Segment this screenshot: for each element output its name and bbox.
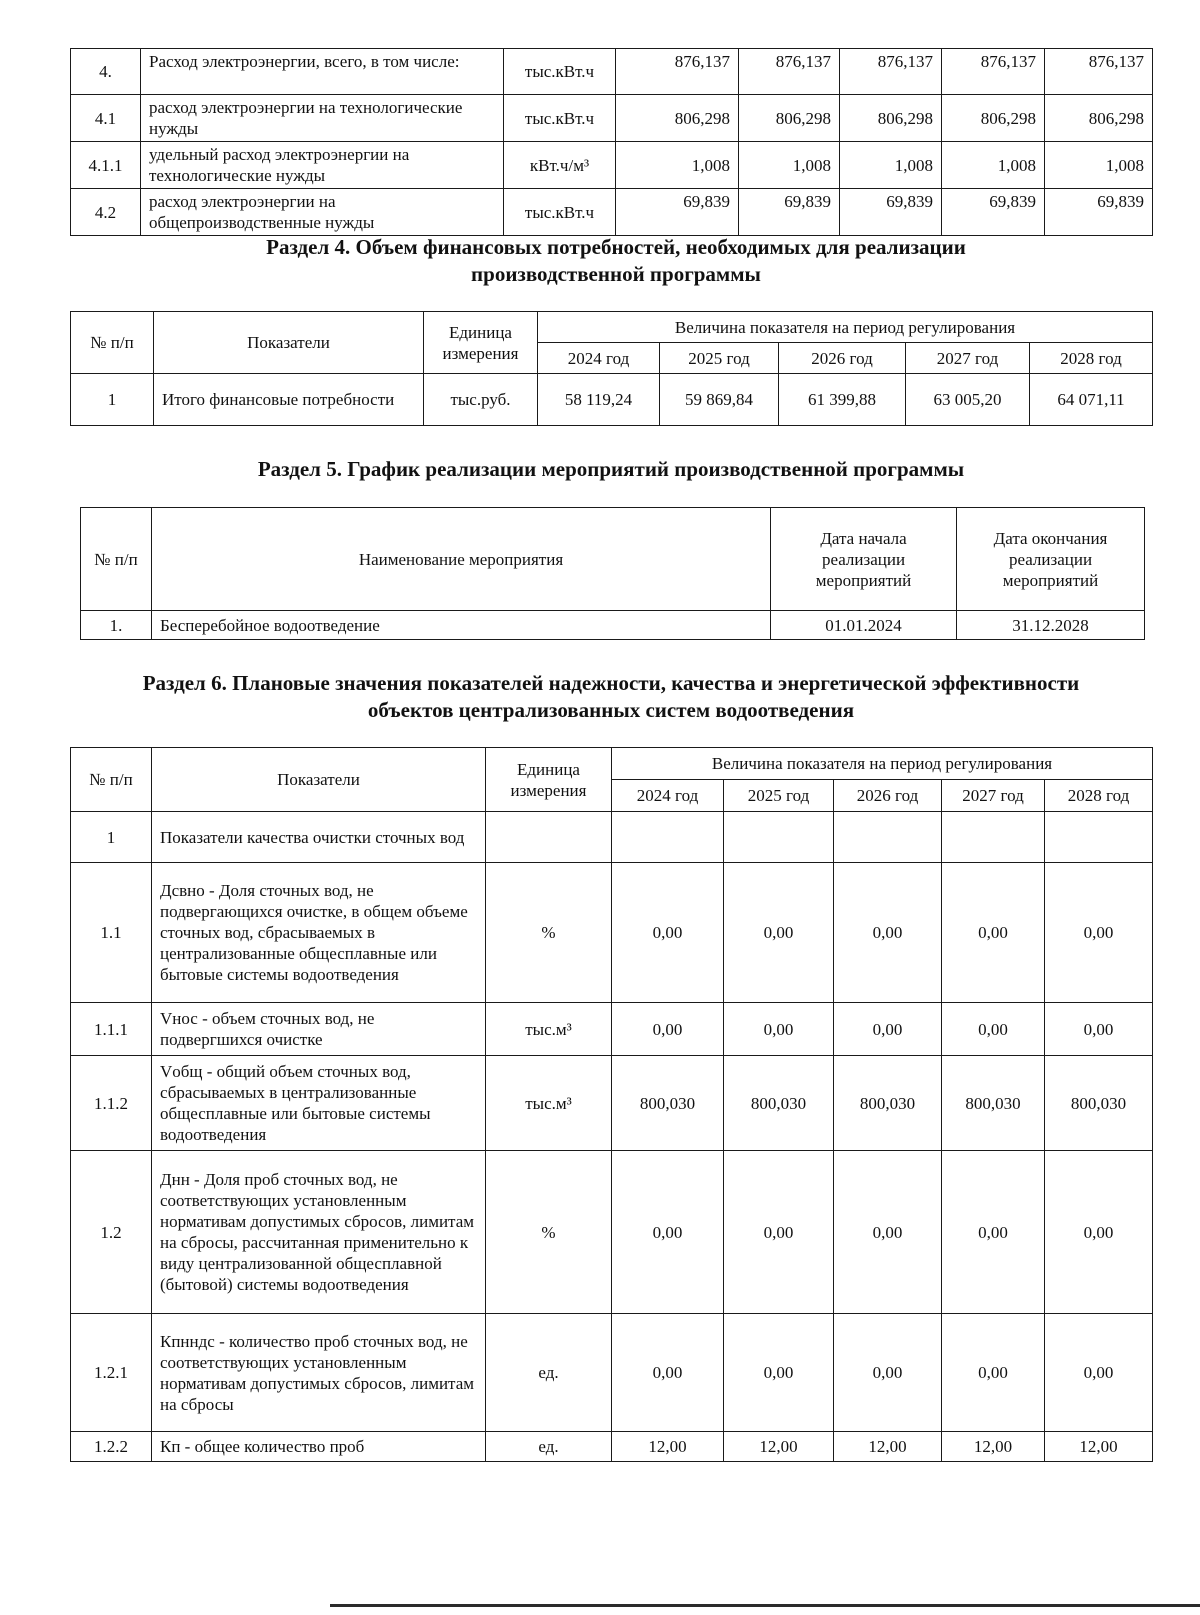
section-6-title: Раздел 6. Плановые значения показателей надежности, качества и энергетической эффективности объектов централизованных систем водоотведения xyxy=(142,671,1080,722)
row-value: 0,00 xyxy=(942,863,1045,1003)
row-value: 876,137 xyxy=(942,49,1045,95)
table-row xyxy=(71,1151,1153,1314)
header-year: 2024 год xyxy=(612,780,724,812)
row-value: 806,298 xyxy=(942,95,1045,142)
row-value: 800,030 xyxy=(1045,1056,1153,1151)
header-number: № п/п xyxy=(71,312,154,374)
row-value: 12,00 xyxy=(942,1432,1045,1462)
table-row xyxy=(71,95,1153,142)
row-unit: кВт.ч/м³ xyxy=(504,142,616,189)
header-period: Величина показателя на период регулирования xyxy=(612,748,1153,780)
header-number: № п/п xyxy=(71,748,152,812)
row-name: удельный расход электроэнергии на технологические нужды xyxy=(141,142,504,189)
row-value: 0,00 xyxy=(834,863,942,1003)
header-start-date: Дата начала реализации мероприятий xyxy=(771,508,957,611)
row-name: Итого финансовые потребности xyxy=(154,374,424,426)
row-value: 69,839 xyxy=(616,189,739,236)
row-value: 58 119,24 xyxy=(538,374,660,426)
row-name: Бесперебойное водоотведение xyxy=(152,611,771,640)
row-value: 800,030 xyxy=(724,1056,834,1151)
header-year: 2027 год xyxy=(942,780,1045,812)
row-name: Кпнндс - количество проб сточных вод, не соответствующих установленным нормативам допустимых сбросов, лимитам на сбросы xyxy=(152,1314,486,1432)
row-value: 69,839 xyxy=(840,189,942,236)
table-row xyxy=(71,1003,1153,1056)
row-value: 0,00 xyxy=(612,1003,724,1056)
header-unit: Единица измерения xyxy=(424,312,538,374)
row-end-date: 31.12.2028 xyxy=(957,611,1145,640)
row-value: 61 399,88 xyxy=(779,374,906,426)
row-value: 0,00 xyxy=(724,863,834,1003)
row-number: 4.2 xyxy=(71,189,141,236)
header-year: 2025 год xyxy=(724,780,834,812)
row-value: 800,030 xyxy=(834,1056,942,1151)
row-value: 876,137 xyxy=(616,49,739,95)
row-value: 59 869,84 xyxy=(660,374,779,426)
row-name: Vобщ - общий объем сточных вод, сбрасываемых в централизованные общесплавные или бытовые системы водоотведения xyxy=(152,1056,486,1151)
row-value: 69,839 xyxy=(1045,189,1153,236)
row-value: 876,137 xyxy=(1045,49,1153,95)
header-indicator: Показатели xyxy=(154,312,424,374)
row-number: 1 xyxy=(71,812,152,863)
row-number: 1.2.1 xyxy=(71,1314,152,1432)
row-number: 1. xyxy=(81,611,152,640)
row-value: 876,137 xyxy=(840,49,942,95)
table-row xyxy=(71,1056,1153,1151)
row-value: 0,00 xyxy=(612,1151,724,1314)
row-number: 1.2 xyxy=(71,1151,152,1314)
header-year: 2024 год xyxy=(538,343,660,374)
table-row xyxy=(71,863,1153,1003)
row-value: 0,00 xyxy=(834,1151,942,1314)
row-unit: % xyxy=(486,863,612,1003)
financial-needs-table xyxy=(70,311,1153,426)
row-value: 0,00 xyxy=(612,863,724,1003)
row-value: 0,00 xyxy=(1045,1003,1153,1056)
row-unit: тыс.кВт.ч xyxy=(504,49,616,95)
row-unit: ед. xyxy=(486,1432,612,1462)
table-row xyxy=(71,1432,1153,1462)
row-value: 1,008 xyxy=(1045,142,1153,189)
row-name: Дсвно - Доля сточных вод, не подвергающихся очистке, в общем объеме сточных вод, сбрасываемых в централизованные общесплавные или бытовые системы водоотведения xyxy=(152,863,486,1003)
header-end-date: Дата окончания реализации мероприятий xyxy=(957,508,1145,611)
header-activity: Наименование мероприятия xyxy=(152,508,771,611)
row-value: 1,008 xyxy=(942,142,1045,189)
row-name: Кп - общее количество проб xyxy=(152,1432,486,1462)
table-row xyxy=(71,374,1153,426)
row-number: 1.2.2 xyxy=(71,1432,152,1462)
row-unit: тыс.м³ xyxy=(486,1056,612,1151)
row-number: 4.1.1 xyxy=(71,142,141,189)
header-year: 2026 год xyxy=(779,343,906,374)
row-value xyxy=(724,812,834,863)
row-value: 800,030 xyxy=(612,1056,724,1151)
row-value xyxy=(1045,812,1153,863)
row-value: 12,00 xyxy=(724,1432,834,1462)
table-row xyxy=(81,611,1145,640)
row-value: 0,00 xyxy=(1045,863,1153,1003)
row-value xyxy=(612,812,724,863)
row-value: 0,00 xyxy=(1045,1314,1153,1432)
row-value: 806,298 xyxy=(840,95,942,142)
row-value: 1,008 xyxy=(840,142,942,189)
row-value: 0,00 xyxy=(724,1151,834,1314)
row-name: Днн - Доля проб сточных вод, не соответствующих установленным нормативам допустимых сбросов, лимитам на сбросы, рассчитанная применительно к виду централизованной общесплавной (бытовой) системы водоотведения xyxy=(152,1151,486,1314)
reliability-indicators-table xyxy=(70,747,1153,1462)
header-year: 2028 год xyxy=(1045,780,1153,812)
row-value: 0,00 xyxy=(942,1151,1045,1314)
row-unit: тыс.кВт.ч xyxy=(504,189,616,236)
row-value: 1,008 xyxy=(616,142,739,189)
row-number: 4.1 xyxy=(71,95,141,142)
row-value: 69,839 xyxy=(942,189,1045,236)
row-name: расход электроэнергии на технологические нужды xyxy=(141,95,504,142)
energy-table xyxy=(70,48,1153,236)
row-name: Vнос - объем сточных вод, не подвергшихся очистке xyxy=(152,1003,486,1056)
row-value: 0,00 xyxy=(942,1314,1045,1432)
table-row xyxy=(71,189,1153,236)
header-year: 2026 год xyxy=(834,780,942,812)
table-row xyxy=(71,1314,1153,1432)
row-value: 806,298 xyxy=(1045,95,1153,142)
row-unit: ед. xyxy=(486,1314,612,1432)
header-year: 2028 год xyxy=(1030,343,1153,374)
row-value: 1,008 xyxy=(739,142,840,189)
row-value: 800,030 xyxy=(942,1056,1045,1151)
row-value xyxy=(942,812,1045,863)
row-value: 0,00 xyxy=(1045,1151,1153,1314)
header-number: № п/п xyxy=(81,508,152,611)
row-unit: тыс.м³ xyxy=(486,1003,612,1056)
row-value: 0,00 xyxy=(834,1003,942,1056)
row-value: 12,00 xyxy=(612,1432,724,1462)
header-period: Величина показателя на период регулирования xyxy=(538,312,1153,343)
row-number: 1 xyxy=(71,374,154,426)
row-value: 64 071,11 xyxy=(1030,374,1153,426)
scan-edge-line xyxy=(330,1604,1200,1607)
section-5-title: Раздел 5. График реализации мероприятий производственной программы xyxy=(257,457,965,481)
row-unit xyxy=(486,812,612,863)
row-value: 12,00 xyxy=(1045,1432,1153,1462)
row-number: 4. xyxy=(71,49,141,95)
header-year: 2027 год xyxy=(906,343,1030,374)
row-number: 1.1.2 xyxy=(71,1056,152,1151)
row-unit: % xyxy=(486,1151,612,1314)
row-value: 0,00 xyxy=(724,1003,834,1056)
row-value: 12,00 xyxy=(834,1432,942,1462)
row-value: 806,298 xyxy=(739,95,840,142)
row-name: Показатели качества очистки сточных вод xyxy=(152,812,486,863)
row-number: 1.1 xyxy=(71,863,152,1003)
header-unit: Единица измерения xyxy=(486,748,612,812)
row-value: 0,00 xyxy=(834,1314,942,1432)
row-value: 876,137 xyxy=(739,49,840,95)
row-unit: тыс.руб. xyxy=(424,374,538,426)
row-start-date: 01.01.2024 xyxy=(771,611,957,640)
row-number: 1.1.1 xyxy=(71,1003,152,1056)
row-value: 0,00 xyxy=(942,1003,1045,1056)
section-4-title: Раздел 4. Объем финансовых потребностей, необходимых для реализации производственной программы xyxy=(266,235,966,286)
row-value: 0,00 xyxy=(724,1314,834,1432)
row-value: 806,298 xyxy=(616,95,739,142)
row-value: 69,839 xyxy=(739,189,840,236)
table-row xyxy=(71,49,1153,95)
row-value: 63 005,20 xyxy=(906,374,1030,426)
header-indicator: Показатели xyxy=(152,748,486,812)
row-name: Расход электроэнергии, всего, в том числе: xyxy=(141,49,504,95)
row-value: 0,00 xyxy=(612,1314,724,1432)
table-row xyxy=(71,142,1153,189)
header-year: 2025 год xyxy=(660,343,779,374)
row-value xyxy=(834,812,942,863)
row-name: расход электроэнергии на общепроизводственные нужды xyxy=(141,189,504,236)
row-unit: тыс.кВт.ч xyxy=(504,95,616,142)
table-row xyxy=(71,812,1153,863)
schedule-table xyxy=(80,507,1145,640)
